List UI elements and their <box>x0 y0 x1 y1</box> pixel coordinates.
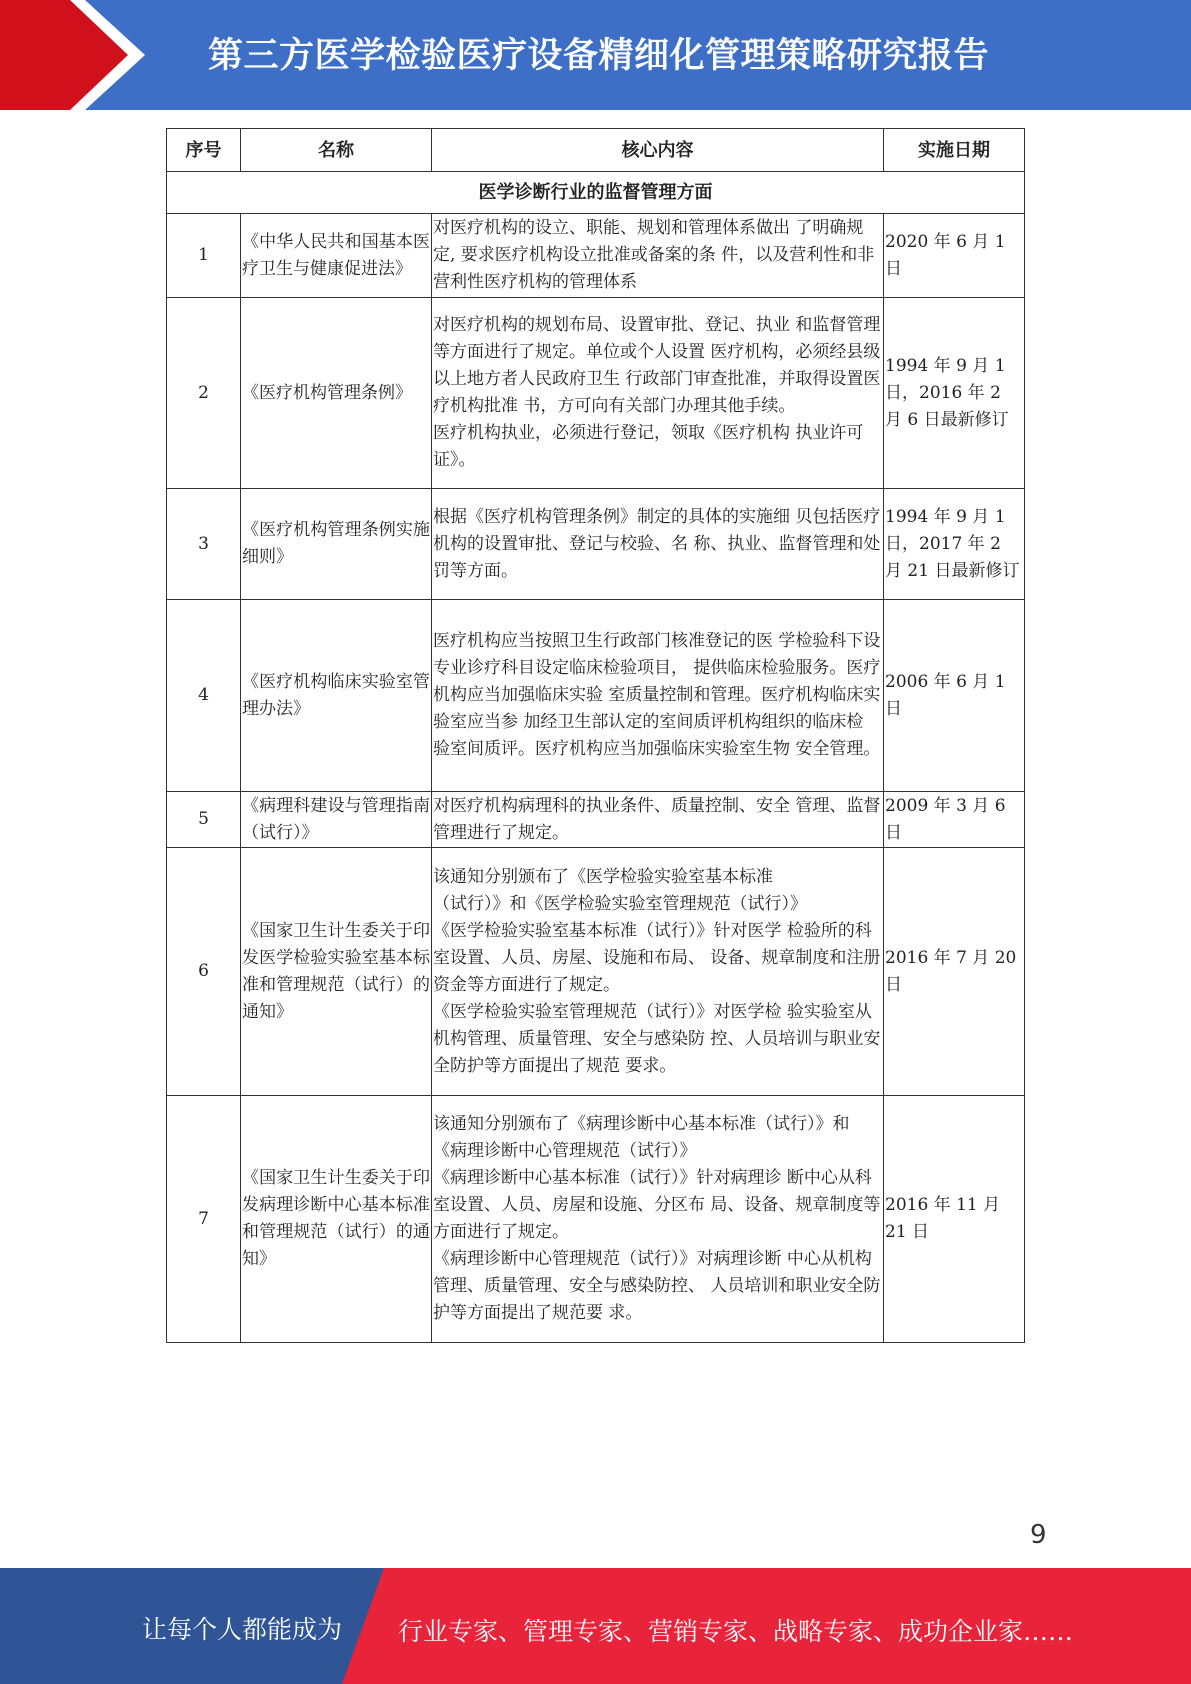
footer-slogan-left: 让每个人都能成为 <box>142 1615 343 1644</box>
row-index: 6 <box>167 848 241 1096</box>
row-content: 医疗机构应当按照卫生行政部门核准登记的医 学检验科下设专业诊疗科目设定临床检验项目， 提供临床检验服务。医疗机构应当加强临床实验 室质量控制和管理。医疗机构临床实验室应当参 加经卫生部认定的室间质评机构组织的临床检 验室间质评。医疗机构应当加强临床实验室生物 安全管理。 <box>432 600 884 792</box>
column-header-name: 名称 <box>241 129 432 172</box>
table-row <box>167 600 1025 792</box>
row-content: 该通知分别颁布了《病理诊断中心基本标准（试行）》和《病理诊断中心管理规范（试行）》 《病理诊断中心基本标准（试行）》针对病理诊 断中心从科室设置、人员、房屋和设施、分区布 局、设备、规章制度等方面进行了规定。 《病理诊断中心管理规范（试行）》对病理诊断 中心从机构管理、质量管理、安全与感染防控、 人员培训和职业安全防护等方面提出了规范要 求。 <box>432 1096 884 1343</box>
section-title: 医学诊断行业的监督管理方面 <box>167 172 1025 214</box>
column-header-index: 序号 <box>167 129 241 172</box>
row-content: 对医疗机构的设立、职能、规划和管理体系做出 了明确规定, 要求医疗机构设立批准或备案的条 件，以及营利性和非营利性医疗机构的管理体系 <box>432 214 884 298</box>
row-date: 1994 年 9 月 1 日，2016 年 2 月 6 日最新修订 <box>884 298 1025 489</box>
table-header-row <box>167 129 1025 172</box>
table-row <box>167 489 1025 600</box>
report-title: 第三方医学检验医疗设备精细化管理策略研究报告 <box>208 36 990 76</box>
row-name: 《医疗机构管理条例实施细则》 <box>241 489 432 600</box>
row-date: 2020 年 6 月 1 日 <box>884 214 1025 298</box>
row-content: 该通知分别颁布了《医学检验实验室基本标准 （试行）》和《医学检验实验室管理规范（试行）》 《医学检验实验室基本标准（试行）》针对医学 检验所的科室设置、人员、房屋、设施和布局、 设备、规章制度和注册资金等方面进行了规定。 《医学检验实验室管理规范（试行）》对医学检 验实验室从机构管理、质量管理、安全与感染防 控、人员培训与职业安全防护等方面提出了规范 要求。 <box>432 848 884 1096</box>
footer-slogan-right: 行业专家、管理专家、营销专家、战略专家、成功企业家…… <box>398 1617 1074 1646</box>
row-date: 2009 年 3 月 6 日 <box>884 792 1025 848</box>
section-row <box>167 172 1025 214</box>
row-name: 《病理科建设与管理指南（试行）》 <box>241 792 432 848</box>
column-header-date: 实施日期 <box>884 129 1025 172</box>
column-header-content: 核心内容 <box>432 129 884 172</box>
table-row <box>167 792 1025 848</box>
row-index: 3 <box>167 489 241 600</box>
row-name: 《医疗机构临床实验室管理办法》 <box>241 600 432 792</box>
row-index: 2 <box>167 298 241 489</box>
row-date: 1994 年 9 月 1 日，2017 年 2 月 21 日最新修订 <box>884 489 1025 600</box>
table-row <box>167 298 1025 489</box>
table-row <box>167 1096 1025 1343</box>
row-index: 4 <box>167 600 241 792</box>
row-index: 7 <box>167 1096 241 1343</box>
row-content: 对医疗机构的规划布局、设置审批、登记、执业 和监督管理等方面进行了规定。单位或个人设置 医疗机构，必须经县级以上地方者人民政府卫生 行政部门审查批准，并取得设置医疗机构批准 书，方可向有关部门办理其他手续。 医疗机构执业，必须进行登记，领取《医疗机构 执业许可证》。 <box>432 298 884 489</box>
row-name: 《医疗机构管理条例》 <box>241 298 432 489</box>
row-date: 2006 年 6 月 1 日 <box>884 600 1025 792</box>
row-name: 《中华人民共和国基本医疗卫生与健康促进法》 <box>241 214 432 298</box>
header-bar <box>0 0 1191 110</box>
row-index: 1 <box>167 214 241 298</box>
row-date: 2016 年 11 月 21 日 <box>884 1096 1025 1343</box>
header-chevron-icon <box>0 0 150 110</box>
row-date: 2016 年 7 月 20 日 <box>884 848 1025 1096</box>
table-row <box>167 848 1025 1096</box>
regulation-table <box>166 128 1025 1343</box>
row-index: 5 <box>167 792 241 848</box>
row-name: 《国家卫生计生委关于印发医学检验实验室基本标准和管理规范（试行）的通知》 <box>241 848 432 1096</box>
row-content: 根据《医疗机构管理条例》制定的具体的实施细 贝包括医疗机构的设置审批、登记与校验、名 称、执业、监督管理和处罚等方面。 <box>432 489 884 600</box>
row-content: 对医疗机构病理科的执业条件、质量控制、安全 管理、监督管理进行了规定。 <box>432 792 884 848</box>
table-row <box>167 214 1025 298</box>
page-number: 9 <box>1030 1520 1047 1550</box>
row-name: 《国家卫生计生委关于印发病理诊断中心基本标准和管理规范（试行）的通知》 <box>241 1096 432 1343</box>
